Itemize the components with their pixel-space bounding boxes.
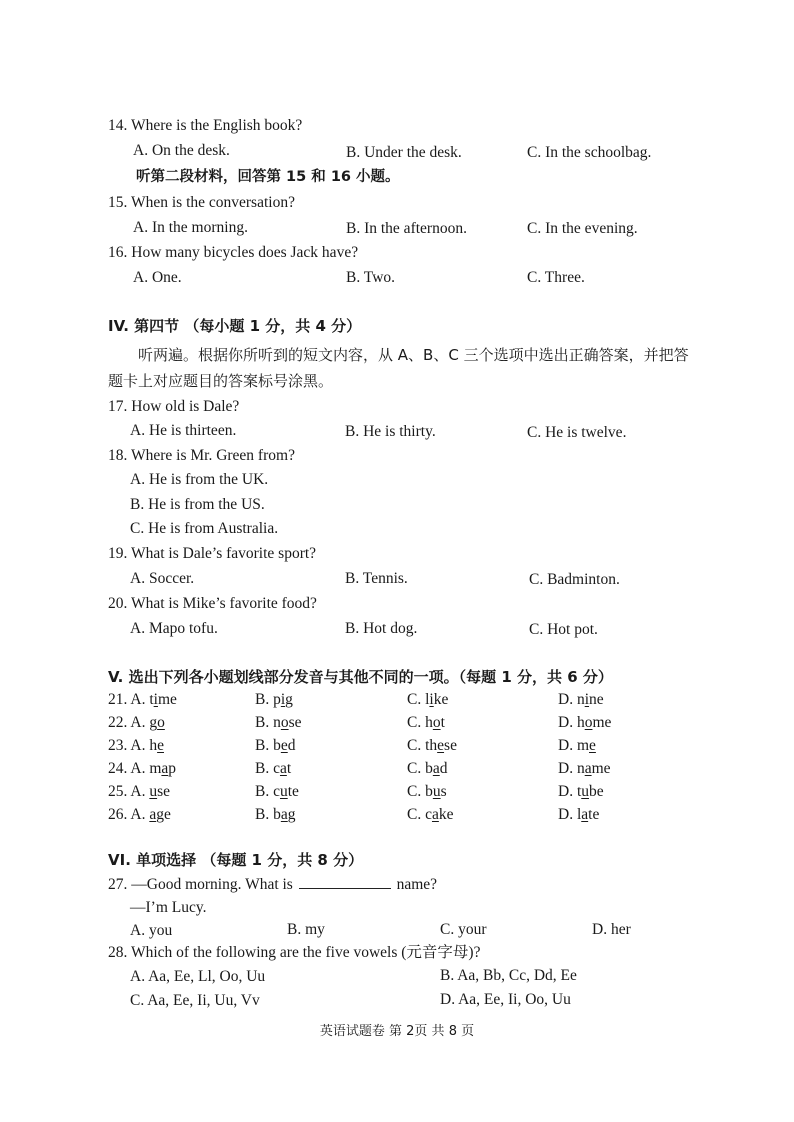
q17-option-a: A. He is thirteen. bbox=[130, 422, 237, 439]
phonics-25-c: C. bus bbox=[407, 783, 447, 800]
phonics-23-b: B. bed bbox=[255, 737, 296, 754]
q15-option-b: B. In the afternoon. bbox=[346, 220, 467, 237]
q20-stem: 20. What is Mike’s favorite food? bbox=[108, 595, 317, 612]
q20-option-b: B. Hot dog. bbox=[345, 620, 418, 637]
phonics-21-c: C. like bbox=[407, 691, 449, 708]
q19-stem: 19. What is Dale’s favorite sport? bbox=[108, 545, 317, 562]
phonics-21-d: D. nine bbox=[558, 691, 604, 708]
q28-option-b: B. Aa, Bb, Cc, Dd, Ee bbox=[440, 967, 577, 984]
q19-option-b: B. Tennis. bbox=[345, 570, 408, 587]
phonics-21-b: B. pig bbox=[255, 691, 293, 708]
part5-heading: V. 选出下列各小题划线部分发音与其他不同的一项。（每题 1 分，共 6 分） bbox=[108, 668, 613, 686]
q16-option-a: A. One. bbox=[133, 269, 182, 286]
q27-option-b: B. my bbox=[287, 921, 325, 938]
q20-option-c: C. Hot pot. bbox=[529, 621, 598, 638]
phonics-26-a: 26. A. age bbox=[108, 806, 171, 823]
phonics-21-a: 21. A. time bbox=[108, 691, 177, 708]
part4-instruction: 听两遍。根据你所听到的短文内容，从 A、B、C 三个选项中选出正确答案，并把答题卡上对应题目的答案标号涂黑。 bbox=[108, 346, 689, 390]
q17-option-c: C. He is twelve. bbox=[527, 424, 627, 441]
phonics-23-c: C. these bbox=[407, 737, 457, 754]
q15-option-a: A. In the morning. bbox=[133, 219, 248, 236]
q27-option-d: D. her bbox=[592, 921, 631, 938]
phonics-24-a: 24. A. map bbox=[108, 760, 177, 777]
phonics-23-a: 23. A. he bbox=[108, 737, 164, 754]
q28-option-c: C. Aa, Ee, Ii, Uu, Vv bbox=[130, 992, 260, 1009]
q28-option-d: D. Aa, Ee, Ii, Oo, Uu bbox=[440, 991, 571, 1008]
phonics-26-d: D. late bbox=[558, 806, 600, 823]
phonics-26-b: B. bag bbox=[255, 806, 296, 823]
q14-option-a: A. On the desk. bbox=[133, 142, 230, 159]
q15-option-c: C. In the evening. bbox=[527, 220, 638, 237]
q27-option-a: A. you bbox=[130, 922, 173, 939]
part4-heading: IV. 第四节 （每小题 1 分，共 4 分） bbox=[108, 317, 362, 335]
page-footer: 英语试题卷 第 2页 共 8 页 bbox=[319, 1024, 475, 1039]
q14-stem: 14. Where is the English book? bbox=[108, 117, 303, 134]
q16-option-c: C. Three. bbox=[527, 269, 585, 286]
q17-option-b: B. He is thirty. bbox=[345, 423, 436, 440]
q18-option-b: B. He is from the US. bbox=[130, 496, 265, 513]
q17-stem: 17. How old is Dale? bbox=[108, 398, 240, 415]
q14-option-b: B. Under the desk. bbox=[346, 144, 462, 161]
phonics-24-b: B. cat bbox=[255, 760, 292, 777]
q16-option-b: B. Two. bbox=[346, 269, 396, 286]
q28-stem: 28. Which of the following are the five vowels (元音字母)? bbox=[108, 944, 481, 961]
q18-option-a: A. He is from the UK. bbox=[130, 471, 269, 488]
q14-option-c: C. In the schoolbag. bbox=[527, 144, 652, 161]
q19-option-c: C. Badminton. bbox=[529, 571, 620, 588]
q15-stem: 15. When is the conversation? bbox=[108, 194, 295, 211]
phonics-26-c: C. cake bbox=[407, 806, 454, 823]
q18-option-c: C. He is from Australia. bbox=[130, 520, 279, 537]
phonics-24-d: D. name bbox=[558, 760, 611, 777]
section2-note: 听第二段材料，回答第 15 和 16 小题。 bbox=[136, 169, 400, 185]
phonics-24-c: C. bad bbox=[407, 760, 448, 777]
q16-stem: 16. How many bicycles does Jack have? bbox=[108, 244, 359, 261]
q27-reply: —I’m Lucy. bbox=[130, 899, 207, 916]
q18-stem: 18. Where is Mr. Green from? bbox=[108, 447, 295, 464]
answer-blank bbox=[299, 874, 391, 889]
phonics-22-d: D. home bbox=[558, 714, 612, 731]
q20-option-a: A. Mapo tofu. bbox=[130, 620, 218, 637]
phonics-22-b: B. nose bbox=[255, 714, 302, 731]
q27-option-c: C. your bbox=[440, 921, 487, 938]
q28-option-a: A. Aa, Ee, Ll, Oo, Uu bbox=[130, 968, 266, 985]
phonics-22-a: 22. A. go bbox=[108, 714, 165, 731]
phonics-22-c: C. hot bbox=[407, 714, 445, 731]
phonics-25-a: 25. A. use bbox=[108, 783, 171, 800]
phonics-25-b: B. cute bbox=[255, 783, 299, 800]
phonics-25-d: D. tube bbox=[558, 783, 604, 800]
part6-heading: VI. 单项选择 （每题 1 分，共 8 分） bbox=[108, 851, 364, 869]
phonics-23-d: D. me bbox=[558, 737, 596, 754]
q27-stem: 27. —Good morning. What is name? bbox=[108, 876, 438, 893]
q19-option-a: A. Soccer. bbox=[130, 570, 195, 587]
